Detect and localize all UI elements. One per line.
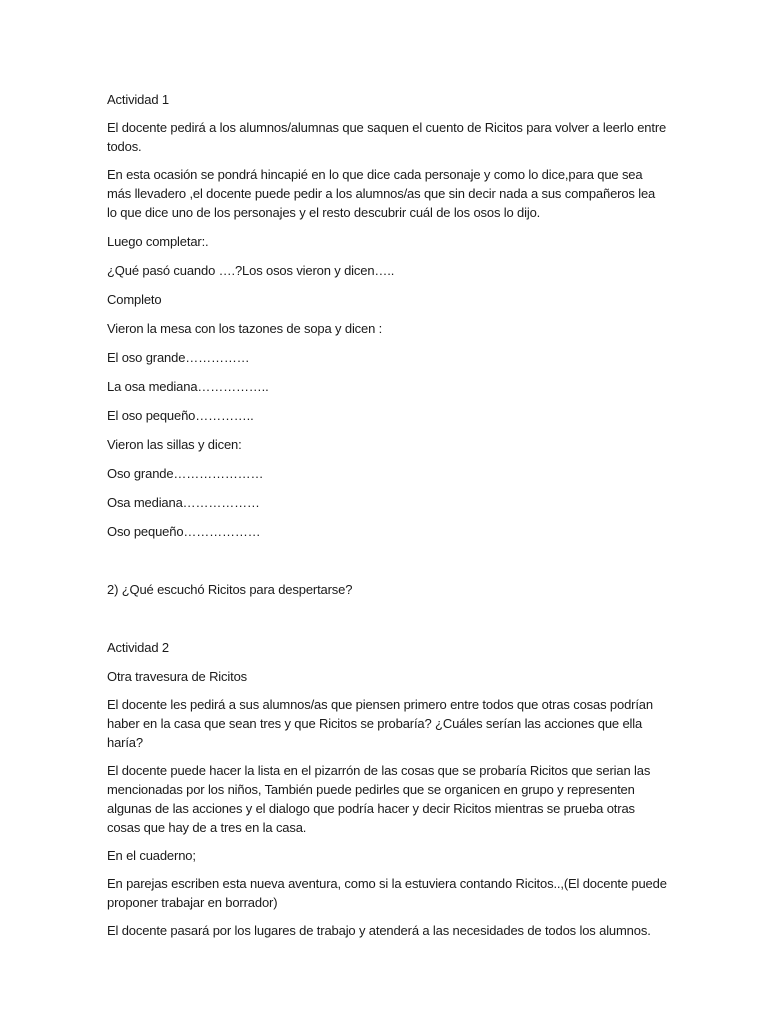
activity-2-heading: Actividad 2 [107,640,169,655]
paragraph-question: ¿Qué pasó cuando ….?Los osos vieron y dicen….. [107,263,395,278]
document-body [107,90,667,940]
activity-1-heading: Actividad 1 [107,92,169,107]
paragraph-occasion: En esta ocasión se pondrá hincapié en lo que dice cada personaje y como lo dice,para que sea más llevadero ,el docente puede pedir a los alumnos/as que sin decir nada a sus compañeros lea lo que dice uno de los personajes y el resto descubrir cuál de los osos lo dijo. [107,167,656,220]
paragraph-notebook: En el cuaderno; [107,848,196,863]
paragraph-complete-prompt: Luego completar:. [107,234,209,249]
paragraph-list: El docente puede hacer la lista en el pizarrón de las cosas que se probaría Ricitos que serian las mencionadas por los niños, También puede pedirles que se organicen en grupo y representen algunas de las acciones y el dialogo que podría hacer y decir Ricitos mientras se prueba otras cosas que hay de a tres en la casa. [107,763,651,835]
list-item: El oso pequeño………….. [107,408,254,423]
list-item: La osa mediana…………….. [107,379,269,394]
paragraph-chairs: Vieron las sillas y dicen: [107,437,242,452]
list-item: El oso grande…………… [107,350,250,365]
list-item: Oso pequeño……………… [107,524,261,539]
paragraph-completo: Completo [107,292,162,307]
paragraph-teacher-visit: El docente pasará por los lugares de trabajo y atenderá a las necesidades de todos los alumnos. [107,923,651,938]
paragraph-subtitle: Otra travesura de Ricitos [107,669,248,684]
paragraph-think: El docente les pedirá a sus alumnos/as que piensen primero entre todos que otras cosas podrían haber en la casa que sean tres y que Ricitos se probaría? ¿Cuáles serían las acciones que ella haría? [107,697,653,750]
paragraph-intro: El docente pedirá a los alumnos/alumnas que saquen el cuento de Ricitos para volver a leerlo entre todos. [107,120,667,154]
list-item: Osa mediana……………… [107,495,260,510]
list-item: Oso grande………………… [107,466,264,481]
paragraph-table-bowls: Vieron la mesa con los tazones de sopa y dicen : [107,321,383,336]
paragraph-question-2: 2) ¿Qué escuchó Ricitos para despertarse? [107,582,353,597]
paragraph-pairs: En parejas escriben esta nueva aventura, como si la estuviera contando Ricitos..,(El docente puede proponer trabajar en borrador) [107,876,667,910]
